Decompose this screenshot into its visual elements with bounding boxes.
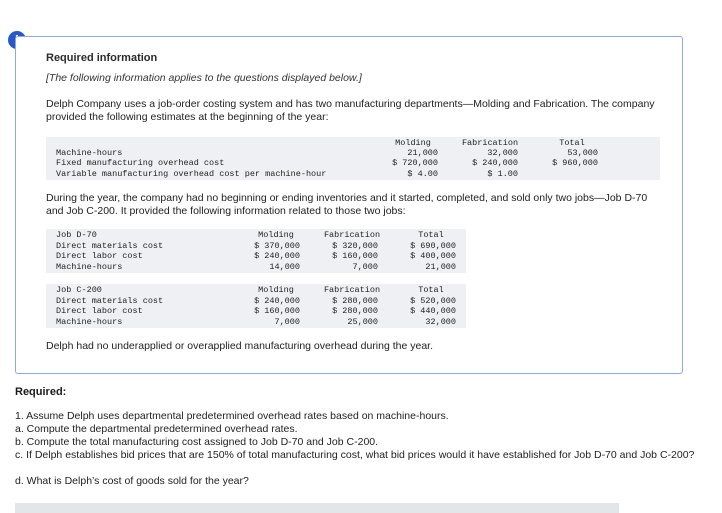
estimates-row-label: Fixed manufacturing overhead cost [56, 158, 225, 168]
job-col-total: Total [418, 230, 444, 240]
job-col-fabrication: Fabrication [323, 285, 381, 295]
question-1d: d. What is Delph’s cost of goods sold for the year? [15, 475, 249, 487]
job-cell: $ 400,000 [410, 251, 456, 261]
job-cell: $ 520,000 [410, 296, 456, 306]
job-cell: $ 320,000 [332, 241, 378, 251]
job-col-molding: Molding [258, 230, 294, 240]
job-cell: $ 440,000 [410, 306, 456, 316]
job-cell: $ 280,000 [332, 306, 378, 316]
overhead-note: Delph had no underapplied or overapplied manufacturing overhead during the year. [46, 340, 434, 352]
question-1: 1. Assume Delph uses departmental predetermined overhead rates based on machine-hours. [15, 410, 449, 422]
job-cell: $ 240,000 [254, 251, 300, 261]
estimates-row-label: Machine-hours [56, 148, 123, 158]
estimates-cell: 32,000 [487, 148, 518, 158]
job-cell: 7,000 [274, 317, 300, 327]
job-cell: 21,000 [425, 262, 456, 272]
job-row-label: Direct materials cost [56, 241, 164, 251]
job-row-label: Direct labor cost [56, 251, 143, 261]
estimates-cell: $ 960,000 [552, 158, 598, 168]
question-1b: b. Compute the total manufacturing cost assigned to Job D-70 and Job C-200. [15, 436, 379, 448]
job-col-fabrication: Fabrication [323, 230, 381, 240]
job-cell: $ 160,000 [254, 306, 300, 316]
question-1c: c. If Delph establishes bid prices that are 150% of total manufacturing cost, what bid prices would it have established for Job D-70 and Job C-200? [15, 449, 695, 461]
intro-paragraph: Delph Company uses a job-order costing system and has two manufacturing departments—Molding and Fabrication. The company provided the following estimates at the beginning of the year: [46, 98, 655, 123]
job-cell: $ 160,000 [332, 251, 378, 261]
job-row-label: Machine-hours [56, 317, 123, 327]
question-1a: a. Compute the departmental predetermined overhead rates. [15, 423, 298, 435]
panel-title: Required information [46, 52, 158, 64]
job-cell: $ 280,000 [332, 296, 378, 306]
estimates-col-total: Total [559, 138, 585, 148]
job-cell: $ 240,000 [254, 296, 300, 306]
job-col-total: Total [418, 285, 444, 295]
job-cell: 32,000 [425, 317, 456, 327]
estimates-cell: 53,000 [567, 148, 598, 158]
job-name: Job C-200 [56, 285, 102, 295]
estimates-table [46, 137, 660, 180]
job-c200-table [46, 284, 466, 328]
estimates-col-fabrication: Fabrication [461, 138, 519, 148]
job-cell: 25,000 [347, 317, 378, 327]
answer-area-bar [15, 503, 619, 513]
estimates-cell: $ 240,000 [472, 158, 518, 168]
panel-note: [The following information applies to the questions displayed below.] [46, 72, 362, 84]
job-cell: $ 370,000 [254, 241, 300, 251]
job-row-label: Direct materials cost [56, 296, 164, 306]
estimates-cell: $ 1.00 [487, 169, 518, 179]
job-name: Job D-70 [56, 230, 97, 240]
job-row-label: Direct labor cost [56, 306, 143, 316]
job-cell: 7,000 [352, 262, 378, 272]
job-d70-table [46, 229, 466, 273]
estimates-row-label: Variable manufacturing overhead cost per machine-hour [56, 169, 327, 179]
estimates-cell: $ 720,000 [392, 158, 438, 168]
estimates-cell: 21,000 [407, 148, 438, 158]
job-row-label: Machine-hours [56, 262, 123, 272]
job-cell: 14,000 [269, 262, 300, 272]
job-col-molding: Molding [258, 285, 294, 295]
job-cell: $ 690,000 [410, 241, 456, 251]
estimates-col-molding: Molding [395, 138, 431, 148]
estimates-cell: $ 4.00 [407, 169, 438, 179]
during-year-paragraph: During the year, the company had no beginning or ending inventories and it started, completed, and sold only two jobs—Job D-70 and Job C-200. It provided the following information related to those two jobs: [46, 192, 648, 217]
required-heading: Required: [15, 386, 67, 398]
